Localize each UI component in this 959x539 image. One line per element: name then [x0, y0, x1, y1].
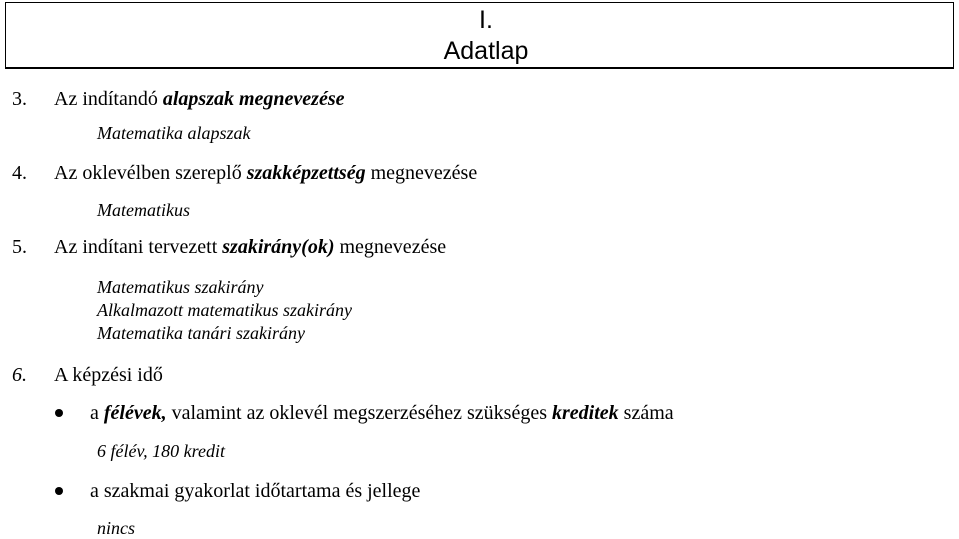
item-5-answer-1: Matematikus szakirány: [97, 277, 264, 297]
item-6-bullet-2-answer: nincs: [97, 518, 135, 538]
item-6-bullet-1-emph-2: kreditek: [552, 402, 619, 424]
item-5-number: 5.: [12, 236, 27, 258]
item-5-answer-2: Alkalmazott matematikus szakirány: [97, 300, 352, 320]
bullet-dot-icon: [55, 409, 63, 417]
item-3-answer: Matematika alapszak: [97, 123, 251, 143]
item-5-emph: szakirány(ok): [222, 236, 335, 258]
item-6-heading: [12, 363, 912, 387]
item-3-number: 3.: [12, 88, 27, 110]
item-6-number: 6.: [12, 364, 27, 386]
item-5-answer-3: Matematika tanári szakirány: [97, 323, 305, 343]
item-3-heading: [12, 87, 912, 111]
item-4-text: Az oklevélben szereplő szakképzettség megnevezése: [54, 162, 478, 184]
header-roman: I.: [479, 6, 493, 34]
item-5-heading: [12, 235, 912, 259]
item-4-number: 4.: [12, 162, 27, 184]
item-4-heading: [12, 161, 912, 185]
item-6-bullet-1-emph-1: félévek,: [103, 402, 167, 424]
item-5-text: Az indítani tervezett szakirány(ok) megnevezése: [54, 236, 447, 258]
item-4-answer: Matematikus: [97, 200, 190, 220]
item-3-emph: alapszak megnevezése: [162, 88, 345, 110]
item-6-text: A képzési idő: [54, 364, 163, 386]
header-title: [426, 5, 546, 67]
item-6-bullet-1-answer: 6 félév, 180 kredit: [97, 441, 225, 461]
item-3-text: Az indítandó alapszak megnevezése: [54, 88, 345, 110]
item-6-bullet-1: a félévek, valamint az oklevél megszerzéséhez szükséges kreditek száma: [90, 402, 674, 424]
item-6-bullet-2: a szakmai gyakorlat időtartama és jellege: [90, 480, 421, 502]
bullet-dot-icon: [55, 487, 63, 495]
header-box: [5, 2, 954, 69]
item-4-emph: szakképzettség: [246, 162, 366, 184]
header-title-text: Adatlap: [443, 37, 529, 65]
